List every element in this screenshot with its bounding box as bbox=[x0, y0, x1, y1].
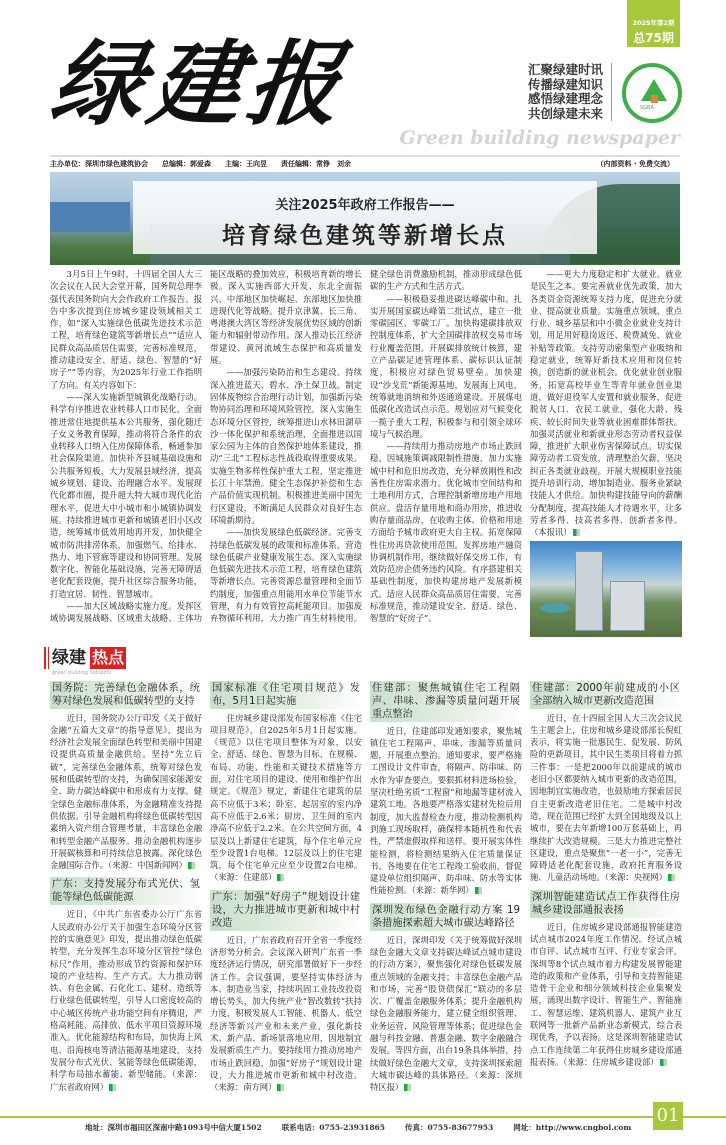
footer bbox=[85, 1122, 645, 1133]
end-mark-icon bbox=[404, 1084, 411, 1091]
paragraph-text: ——更大力度稳定和扩大就业。就业是民生之本。要完善就业优先政策，加大各类资金资源统筹支持力度，促进充分就业、提高就业质量。实施重点领域、重点行业、城乡基层和中小微企业就业支持计划，用足用好稳岗返还、税费减免、就业补贴等政策。支持劳动密集型产业吸纳和稳定就业，统筹好新技术应用和岗位转换，创造新的就业机会。优化就业创业服务，拓宽高校毕业生等青年就业创业渠道，做好退役军人安置和就业服务，促进脱贫人口、农民工就业，强化大龄、残疾、较长时间失业等就业困难群体帮扶。加强灵活就业和新就业形态劳动者权益保障，推进扩大职业伤害保障试点。切实保障劳动者工资发放，清理整治欠薪，坚决纠正各类就业歧视。开展大规模职业技能提升培训行动，增加制造业、服务业紧缺技能人才供给。加快构建技能导向的薪酬分配制度，提高技能人才待遇水平，让多劳者多得、技高者多得、创新者多得。（本报讯） bbox=[530, 269, 682, 538]
end-mark-icon bbox=[660, 1059, 667, 1066]
footer-divider bbox=[0, 1116, 726, 1118]
end-mark-icon bbox=[277, 1084, 284, 1091]
news-headline: 深圳发布绿色金融行动方案 19条措施探索超大城市碳达峰路径 bbox=[372, 904, 520, 929]
footer-fax: 传真：0755-83677953 bbox=[405, 1122, 494, 1132]
end-mark-icon bbox=[573, 529, 580, 536]
news-column bbox=[210, 681, 362, 1094]
news-column bbox=[370, 681, 522, 1094]
lead-kicker: 关注2025年政府工作报告—— bbox=[275, 198, 455, 213]
news-article bbox=[370, 681, 522, 897]
news-headline: 住建部：聚焦城镇住宅工程隔声、串味、渗漏等质量问题开展重点整治 bbox=[372, 682, 520, 720]
news-article bbox=[530, 681, 682, 884]
news-text: 近日，在十四届全国人大三次会议民生主题会上，住房和城乡建设部部长倪虹表示，将实施一批惠民生、促发展、防风险的更新项目，其中民生类项目将着力抓三件事：一是把2000年以前建成的城市老旧小区都要纳入城市更新的改造范围，因地制宜实施改造，也鼓励地方探索居民自主更新改造老旧住宅。二是城中村改造，现在范围已经扩大到全国地级及以上城市，要在去年新增100万套基础上，再继续扩大改造规模。三是大力推进完整社区建设，重点是聚焦“一老一小”，完善无障碍适老化配套设施，政府托育服务设施、儿童活动场地。（来源：央视网） bbox=[530, 712, 682, 883]
tower-shape bbox=[610, 581, 645, 631]
issue-year: 2025年第2期 bbox=[632, 19, 675, 27]
news-column bbox=[530, 681, 682, 1094]
slogan: 传播绿建知识 bbox=[528, 76, 604, 92]
news-article bbox=[370, 903, 522, 1094]
news-headline: 住建部：2000年前建成的小区全部纳入城市更新改造范围 bbox=[532, 682, 680, 707]
news-article bbox=[210, 890, 362, 1094]
chief-editor: 总编辑：郭爱森 bbox=[162, 160, 211, 168]
distribution-note: （内部资料 · 免费交流） bbox=[596, 160, 674, 168]
footer-website[interactable]: 网址：http://www.cngbol.com bbox=[513, 1122, 632, 1132]
paragraph: ——持续用力推动房地产市场止跌回稳。因城施策调减限制性措施，加力实施城中村和危旧房改造，充分释放刚性和改善性住房需求潜力。优化城市空间结构和土地利用方式，合理控制新增房地产用地供应。盘活存量用地和商办用房，推进收购存量商品房，在收购主体、价格和用途方面给予城市政府更大自主权。拓宽保障性住房再贷款使用范围。发挥房地产融资协调机制作用，继续做好保交房工作，有效防范房企债务违约风险。有序搭建相关基础性制度，加快构建房地产发展新模式。适应人民群众高品质居住需要，完善标准规范，推动建设安全、舒适、绿色、智慧的“好房子”。 bbox=[370, 441, 522, 624]
issue-total: 总75期 bbox=[633, 31, 674, 45]
news-article bbox=[50, 681, 202, 872]
news-text: 近日，深圳印发《关于统筹做好深圳绿色金融大文章支持碳达峰试点城市建设的行动方案》，聚焦强化对绿色低碳发展重点领域的金融支持；丰富绿色金融产品和市场，完善“股贷债保汇”联动的多层次、广覆盖金融服务体系；提升金融机构绿色金融服务能力，建立健全组织管理、业务运营、风险管理等体系；促进绿色金融与科技金融、普惠金融、数字金融融合发展。等四方面，出台19条具体举措，持续做好绿色金融大文章，支持深圳探索超大城市碳达峰的具体路径。（来源：深圳特区报） bbox=[370, 934, 522, 1093]
footer-address: 地址：深圳市福田区深南中路1093号中信大厦1502 bbox=[85, 1122, 262, 1132]
red-bar bbox=[48, 647, 49, 669]
news-text: 近日，住房城乡建设部通报智能建造试点城市2024年度工作情况。经试点城市自评、试点城市互评、行业专家会评，深圳等8个试点城市着力构建发展智能建造的政策和产业体系，引导和支持智能建造骨干企业和细分领域科技企业集聚发展，涌现出数字设计、智能生产、智能施工、智慧运维、建筑机器人、建筑产业互联网等一批新产品新业态新模式，综合表现优秀，予以表扬。这是深圳智能建造试点工作连续第二年获得住房城乡建设部通报表扬。（来源：住房城乡建设部） bbox=[530, 921, 682, 1067]
seal-abbr: SGBA bbox=[640, 105, 654, 111]
lead-headline: 培育绿色建筑等新增长点 bbox=[222, 223, 508, 249]
lead-article-body bbox=[50, 268, 682, 637]
news-body bbox=[210, 934, 362, 1094]
section-title-red: 热点 bbox=[92, 647, 125, 667]
news-body bbox=[370, 725, 522, 897]
paragraph: 3月5日上午9时，十四届全国人大三次会议在人民大会堂开幕，国务院总理李强代表国务院向大会作政府工作报告。报告中多次提到住房城乡建设领域相关工作，如“深入实施绿色低碳先进技术示范工程，培育绿色建筑等新增长点”“适应人民群众高品质居住需要，完善标准规范，推动建设安全、舒适、绿色、智慧的“好房子””等内容，为2025年行业工作指明了方向。有关内容如下： bbox=[50, 269, 202, 390]
duty-editor: 责任编辑：常铮 刘余 bbox=[281, 160, 351, 168]
footer-phone: 联系电话：0755-23931865 bbox=[281, 1122, 385, 1132]
sponsor: 主办单位：深圳市绿色建筑协会 bbox=[50, 160, 148, 168]
tower-shape bbox=[575, 551, 603, 631]
news-headline: 国家标准《住宅项目规范》发布，5月1日起实施 bbox=[212, 682, 360, 707]
slogan: 汇聚绿建时讯 bbox=[528, 62, 604, 77]
red-bar bbox=[44, 647, 46, 669]
paragraph bbox=[530, 268, 682, 539]
lake-shape bbox=[540, 603, 570, 613]
news-text: 近日，《中共广东省委办公厅广东省人民政府办公厅关于加强生态环境分区管控的实施意见》印发，提出推动绿色低碳转型，充分发挥生态环境分区管控“绿色标尺”作用，推动形成节约资源和保护环境的产业结构、生产方式。大力推动钢铁、有色金属、石化化工、建材、造纸等行业绿色低碳转型，引导人口密度较高的中心城区传统产业功能空间有序腾退，严格高耗能、高排放、低水平项目资源环境准入。优化能源结构和布局，加快海上风电、沿海核电等清洁能源基地建设，支持发展分布式光伏、氢能等绿色低碳能源，科学布局抽水蓄能、新型储能。（来源：广东省政府网） bbox=[50, 909, 202, 1092]
news-body bbox=[210, 712, 362, 884]
news-headline: 国务院：完善绿色金融体系，统筹对绿色发展和低碳转型的支持 bbox=[52, 682, 200, 707]
news-headline: 深圳智能建造试点工作获得住房城乡建设部通报表扬 bbox=[532, 891, 680, 916]
english-title: Green building newspaper bbox=[399, 127, 680, 149]
news-article bbox=[210, 681, 362, 884]
news-body bbox=[530, 712, 682, 884]
section-title-black: 绿建 bbox=[52, 647, 86, 668]
news-text: 近日，广东省政府召开全省一季度经济形势分析会。会议深入研判广东省一季度经济运行情况，研究部署做好下一步经济工作。会议强调，要坚持实体经济为本、制造业当家，持续巩固工业技改投资增长势头，加大传统产业“智改数转”扶持力度，积极发展人工智能、机器人、低空经济等新兴产业和未来产业，强化新技术、新产品、新场景落地应用，因地制宜发展新质生产力。要持续用力推动房地产市场止跌回稳，加强“好房子”规划设计建设，大力推进城市更新和城中村改造。（来源：南方网） bbox=[210, 934, 362, 1093]
slogan: 共创绿建未来 bbox=[528, 105, 604, 121]
footer-area bbox=[0, 1102, 726, 1145]
news-body bbox=[50, 908, 202, 1092]
page-content bbox=[50, 0, 682, 1145]
end-mark-icon bbox=[109, 1084, 116, 1091]
slogan: 感悟绿建理念 bbox=[528, 91, 604, 106]
paragraph: ——加快发展绿色低碳经济。完善支持绿色低碳发展的政策和标准体系，营造绿色低碳产业健康发展生态。深入实施绿色低碳先进技术示范工程，培育绿色建筑等新增长点。完善资源总量管理和全面节约制度，加强重点用能用水单位节能节水管理，有力有效管控高耗能项目。加强废弃物循环利用，大力推广再生材料使用。健全绿色消费激励机制，推动形成绿色低碳的生产方式和生活方式。 bbox=[210, 269, 522, 624]
end-mark-icon bbox=[277, 874, 284, 881]
section-header-hotspots bbox=[44, 647, 682, 677]
news-text: 近日，国务院办公厅印发《关于做好金融“五篇大文章”的指导意见》，提出为经济社会发展全面绿色转型和美丽中国建设提供高质量金融供给。坚持“先立后破”，完善绿色金融体系，统筹对绿色发展和低碳转型的支持，为确保国家能源安全、助力碳达峰碳中和形成有力支撑。健全绿色金融标准体系，为金融精准支持提供依据。引导金融机构将绿色低碳转型因素纳入资产组合管理考量，丰富绿色金融和转型金融产品服务。推动金融机构逐步开展碳核算和可持续信息披露。深化绿色金融国际合作。（来源：中国新闻网） bbox=[50, 712, 202, 871]
news-article bbox=[530, 890, 682, 1069]
news-grid bbox=[50, 681, 682, 1094]
page-number: 01 bbox=[653, 1102, 683, 1130]
paragraph: ——加强污染防治和生态建设。持续深入推进蓝天、碧水、净土保卫战。制定固体废物综合治理行动计划，加强新污染物协同治理和环境风险管控。深入实施生态环境分区管控，统筹推进山水林田湖草沙一体化保护和系统治理，全面推进以国家公园为主体的自然保护地体系建设，推动“三北”工程标志性战役取得重要成果。实施生物多样性保护重大工程，坚定推进长江十年禁渔。健全生态保护补偿和生态产品价值实现机制。积极推进美丽中国先行区建设，不断满足人民群众对良好生态环境新期待。 bbox=[210, 367, 362, 525]
news-body bbox=[50, 712, 202, 872]
end-mark-icon bbox=[188, 862, 195, 869]
end-mark-icon bbox=[475, 887, 482, 894]
paragraph: ——积极稳妥推进碳达峰碳中和。扎实开展国家碳达峰第二批试点，建立一批零碳园区、零碳工厂。加快构建碳排放双控制度体系，扩大全国碳排放权交易市场行业覆盖范围。开展碳排放统计核算，建立产品碳足迹管理体系、碳标识认证制度，积极应对绿色贸易壁垒。加快建设“沙戈荒”新能源基地，发展海上风电，统筹就地消纳和外送通道建设。开展煤电低碳化改造试点示范。规划应对气候变化一揽子重大工程，积极参与和引领全球环境与气候治理。 bbox=[370, 293, 522, 439]
news-body bbox=[370, 934, 522, 1094]
editor: 主编：王向昱 bbox=[225, 160, 267, 168]
building-photo bbox=[530, 541, 682, 637]
news-column bbox=[50, 681, 202, 1094]
news-text: 住房城乡建设部发布国家标准《住宅项目规范》，自2025年5月1日起实施。《规范》以住宅项目整体为对象，以安全、舒适、绿色、智慧为目标，在规模、布局、功能、性能和关键技术措施等方面，对住宅项目的建设、使用和维护作出规定。《规范》规定，新建住宅建筑的层高不应低于3米；卧室、起居室的室内净高不应低于2.6米；厨房、卫生间的室内净高不应低于2.2米。在公共空间方面，4层及以上新建住宅建筑，每个住宅单元应至少设置1台电梯。12层及以上的住宅建筑，每个住宅单元应至少设置2台电梯。（来源：住建部） bbox=[210, 712, 362, 883]
section-subtitle: green building hotspots bbox=[52, 669, 112, 676]
news-text: 近日，住建部印发通知要求，聚焦城镇住宅工程隔声、串味、渗漏等质量问题，开展重点整治。通知要求，要严格施工图设计文件审查，将隔声、防串味、防水作为审查要点。要狠抓材料进场检验，坚决杜绝劣质“工程窗”和地漏等建材流入建筑工地。各地要严格落实建材先检后用制度，加大监督检查力度，推动检测机构到施工现场取样，确保样本随机性和代表性，严禁虚假取样和送样。要开展实体性能检测，将检测结果纳入住宅质量保证书。各地要在住宅工程竣工验收前，督促建设单位组织隔声、防串味、防水等实体性能检测。（来源：新华网） bbox=[370, 725, 522, 896]
paragraph: ——深入实施新型城镇化战略行动。科学有序推进农业转移人口市民化，全面推进常住地提供基本公共服务，强化随迁子女义务教育保障，推动将符合条件的农业转移人口纳入住房保障体系，畅通参加社会保险渠道。加快补齐县城基础设施和公共服务短板，大力发展县域经济，提高城乡规划、建设、治理融合水平。发展现代化都市圈，提升超大特大城市现代化治理水平，促进大中小城市和小城镇协调发展。持续推进城市更新和城镇老旧小区改造，统筹城市低效用地再开发，加快健全城市防洪排涝体系，加强燃气、给排水、热力、地下管廊等建设和协同管理。发展数字化、智能化基础设施，完善无障碍适老化配套设施，提升社区综合服务功能，打造宜居、韧性、智慧城市。 bbox=[50, 391, 202, 599]
news-article bbox=[50, 877, 202, 1092]
news-headline: 广东：加强“好房子”规划设计建设，大力推进城市更新和城中村改造 bbox=[212, 891, 360, 929]
paragraph: ——加大区域战略实施力度。发挥区域协调发展战略、区域重大战略、主体功能区战略的叠加效应，积极培育新的增长极。深入实施西部大开发、东北全面振兴、中部地区加快崛起、东部地区加快推进现代化等战略。提升京津冀、长三角、粤港澳大湾区等经济发展优势区域的创新能力和辐射带动作用。深入推动长江经济带建设、黄河流域生态保护和高质量发展。 bbox=[50, 269, 362, 624]
end-mark-icon bbox=[668, 874, 675, 881]
news-body bbox=[530, 921, 682, 1069]
masthead-logo: 绿建报 bbox=[44, 30, 354, 138]
news-headline: 广东：支持发展分布式光伏、氢能等绿色低碳能源 bbox=[52, 879, 200, 904]
